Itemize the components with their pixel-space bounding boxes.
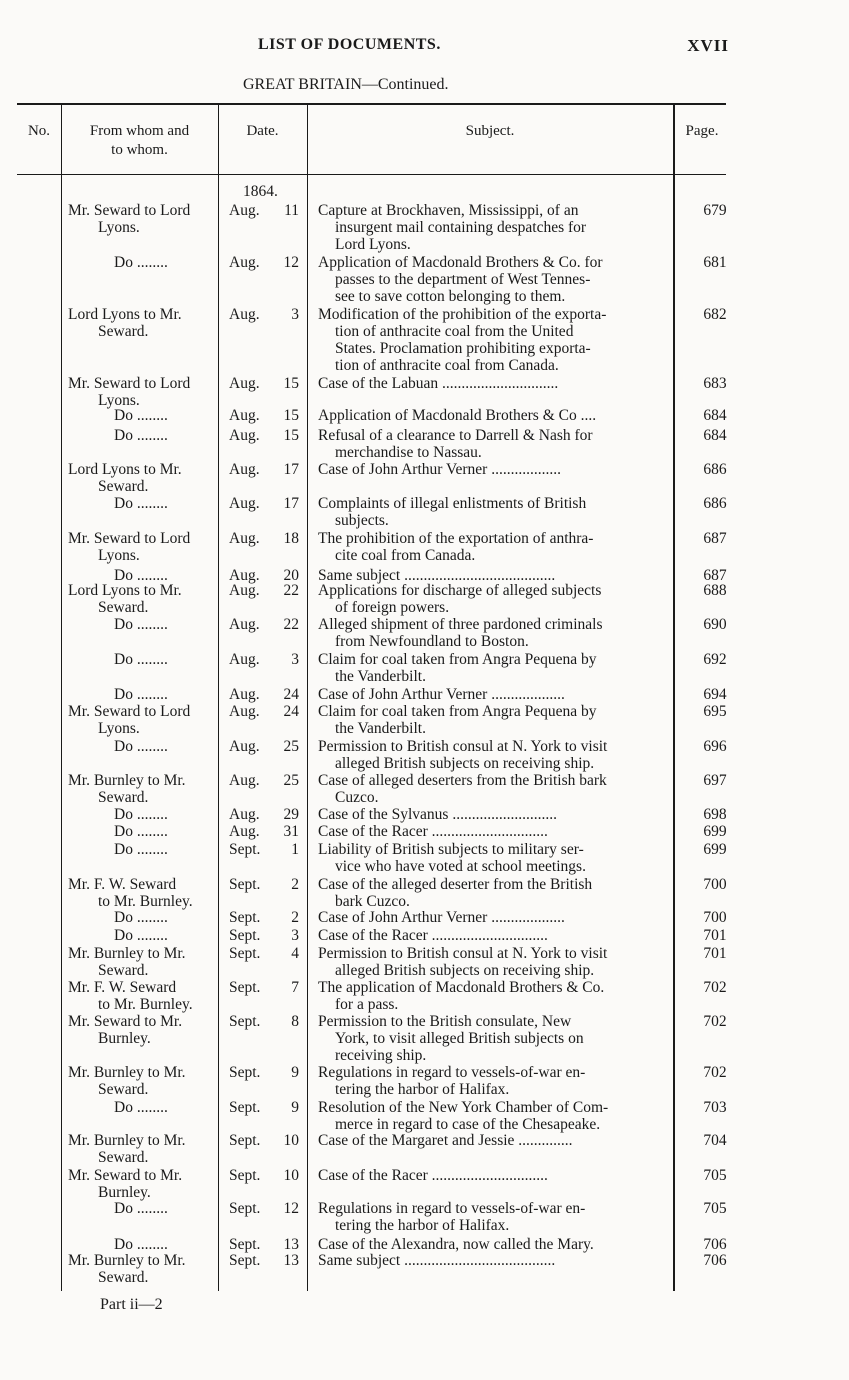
subject-line: from Newfoundland to Boston. (335, 633, 529, 650)
subject-line: Alleged shipment of three pardoned criminals (318, 616, 603, 633)
signature-mark: Part ii—2 (100, 1296, 163, 1313)
from-ditto: Do ........ (114, 841, 168, 858)
page-number: 681 (703, 254, 727, 271)
subject-line: for a pass. (335, 996, 399, 1013)
subject-line: Applications for discharge of alleged subjects (318, 582, 602, 599)
from-to-cell (68, 306, 216, 340)
date-month: Aug. (229, 738, 260, 755)
page-number: 703 (703, 1099, 727, 1116)
page-number: 682 (703, 306, 727, 323)
date-day: 29 (283, 806, 299, 823)
from-line2: Seward. (98, 1081, 149, 1098)
from-ditto: Do ........ (114, 254, 168, 271)
page-number: 700 (703, 876, 727, 893)
date-month: Sept. (229, 876, 261, 893)
subject-cell (318, 1200, 668, 1234)
subject-cell (318, 1167, 668, 1184)
from-to-cell (68, 876, 216, 910)
subject-line: the Vanderbilt. (335, 668, 426, 685)
subject-line: passes to the department of West Tennes- (335, 271, 591, 288)
section-subtitle: GREAT BRITAIN—Continued. (243, 76, 449, 93)
from-ditto: Do ........ (114, 1200, 168, 1217)
header-bottom-rule (17, 174, 726, 175)
subject-line: Modification of the prohibition of the exporta- (318, 306, 607, 323)
subject-line: Capture at Brockhaven, Mississippi, of an (318, 202, 579, 219)
subject-cell (318, 1099, 668, 1133)
from-line1: Lord Lyons to Mr. (68, 461, 182, 478)
subject-line: Case of John Arthur Verner .................. (318, 461, 561, 478)
subject-cell (318, 530, 668, 564)
subject-line: cite coal from Canada. (335, 547, 476, 564)
from-to-cell (68, 772, 216, 806)
from-line2: Seward. (98, 599, 149, 616)
date-month: Sept. (229, 1200, 261, 1217)
page-number: 679 (703, 202, 727, 219)
date-day: 13 (283, 1252, 299, 1269)
page-number: 701 (703, 945, 727, 962)
page-number: 705 (703, 1167, 727, 1184)
from-line2: Lyons. (98, 219, 140, 236)
col-header-from-line1: From whom and (89, 123, 190, 139)
page-number: 702 (703, 1013, 727, 1030)
col-header-date: Date. (246, 123, 279, 139)
date-month: Aug. (229, 806, 260, 823)
from-line2: Seward. (98, 323, 149, 340)
date-day: 20 (283, 567, 299, 584)
subject-line: Cuzco. (335, 789, 379, 806)
subject-line: tering the harbor of Halifax. (335, 1081, 510, 1098)
date-day: 7 (291, 979, 299, 996)
date-day: 3 (291, 927, 299, 944)
date-month: Sept. (229, 927, 261, 944)
from-ditto: Do ........ (114, 927, 168, 944)
date-month: Aug. (229, 407, 260, 424)
page-number: 692 (703, 651, 727, 668)
from-ditto: Do ........ (114, 567, 168, 584)
from-ditto: Do ........ (114, 823, 168, 840)
date-month: Sept. (229, 1064, 261, 1081)
subject-cell (318, 375, 668, 392)
col-header-from-line2: to whom. (111, 142, 168, 158)
subject-line: Case of the Racer .............................. (318, 823, 548, 840)
year-label: 1864. (243, 183, 278, 200)
date-month: Aug. (229, 703, 260, 720)
from-to-cell (68, 703, 216, 737)
subject-cell (318, 927, 668, 944)
date-day: 24 (283, 686, 299, 703)
subject-cell (318, 202, 668, 253)
date-month: Aug. (229, 495, 260, 512)
page-number: 704 (703, 1132, 727, 1149)
subject-line: bark Cuzco. (335, 893, 410, 910)
page-number: 706 (703, 1236, 727, 1253)
date-day: 11 (284, 202, 299, 219)
date-day: 10 (283, 1132, 299, 1149)
page-number: 695 (703, 703, 727, 720)
subject-cell (318, 738, 668, 772)
from-ditto: Do ........ (114, 1236, 168, 1253)
subject-cell (318, 495, 668, 529)
col-header-page: Page. (685, 123, 719, 139)
from-to-cell (68, 375, 216, 409)
date-day: 15 (283, 407, 299, 424)
subject-line: alleged British subjects on receiving ship. (335, 755, 595, 772)
from-to-cell (68, 979, 216, 1013)
from-ditto: Do ........ (114, 495, 168, 512)
date-day: 22 (283, 616, 299, 633)
page-title-text: LIST OF DOCUMENTS. (258, 36, 441, 53)
from-to-cell (68, 945, 216, 979)
subject-line: Case of the Sylvanus ........................... (318, 806, 557, 823)
from-to-cell (68, 461, 216, 495)
date-day: 2 (291, 876, 299, 893)
subject-cell (318, 686, 668, 703)
from-line1: Mr. Seward to Mr. (68, 1167, 183, 1184)
from-line1: Mr. Burnley to Mr. (68, 1132, 186, 1149)
date-day: 4 (291, 945, 299, 962)
date-month: Sept. (229, 979, 261, 996)
from-to-cell (68, 1167, 216, 1201)
subject-cell (318, 1064, 668, 1098)
from-line1: Mr. F. W. Seward (68, 979, 177, 996)
from-line1: Mr. F. W. Seward (68, 876, 177, 893)
page-number: 686 (703, 461, 727, 478)
subject-line: Regulations in regard to vessels-of-war en- (318, 1200, 586, 1217)
from-ditto: Do ........ (114, 909, 168, 926)
date-month: Aug. (229, 461, 260, 478)
page-number: 686 (703, 495, 727, 512)
date-month: Sept. (229, 945, 261, 962)
subject-line: Case of the Margaret and Jessie .............. (318, 1132, 573, 1149)
page-number: 683 (703, 375, 727, 392)
subject-line: Permission to the British consulate, New (318, 1013, 572, 1030)
date-day: 1 (291, 841, 299, 858)
subject-line: tion of anthracite coal from Canada. (335, 357, 559, 374)
subject-cell (318, 582, 668, 616)
from-ditto: Do ........ (114, 651, 168, 668)
subject-cell (318, 945, 668, 979)
from-to-cell (68, 1013, 216, 1047)
from-line2: Seward. (98, 478, 149, 495)
from-line2: Burnley. (98, 1184, 151, 1201)
subject-line: Resolution of the New York Chamber of Com- (318, 1099, 609, 1116)
subject-line: Complaints of illegal enlistments of British (318, 495, 587, 512)
date-day: 25 (283, 772, 299, 789)
subject-line: Permission to British consul at N. York to visit (318, 738, 608, 755)
subject-line: The prohibition of the exportation of anthra- (318, 530, 594, 547)
date-month: Sept. (229, 841, 261, 858)
subject-cell (318, 461, 668, 478)
from-to-cell (68, 1064, 216, 1098)
from-line1: Mr. Seward to Lord (68, 530, 191, 547)
subject-cell (318, 703, 668, 737)
page-number: 688 (703, 582, 727, 599)
subject-line: York, to visit alleged British subjects on (335, 1030, 584, 1047)
subject-line: receiving ship. (335, 1047, 427, 1064)
subject-cell (318, 616, 668, 650)
subject-line: Same subject ....................................... (318, 1252, 556, 1269)
date-day: 17 (283, 495, 299, 512)
from-ditto: Do ........ (114, 1099, 168, 1116)
subject-line: Same subject ....................................... (318, 567, 556, 584)
from-line2: Lyons. (98, 720, 140, 737)
from-line1: Mr. Burnley to Mr. (68, 772, 186, 789)
page-number: 694 (703, 686, 727, 703)
subject-line: Case of the alleged deserter from the British (318, 876, 593, 893)
date-day: 15 (283, 375, 299, 392)
date-month: Sept. (229, 1236, 261, 1253)
subject-line: Lord Lyons. (335, 236, 411, 253)
from-line1: Mr. Seward to Mr. (68, 1013, 183, 1030)
from-ditto: Do ........ (114, 407, 168, 424)
page-number: 690 (703, 616, 727, 633)
page-number: 702 (703, 1064, 727, 1081)
subject-line: Case of the Racer .............................. (318, 927, 548, 944)
date-day: 3 (291, 651, 299, 668)
column-divider (61, 104, 62, 1291)
date-month: Aug. (229, 202, 260, 219)
col-header-no: No. (27, 123, 51, 139)
page-number: 687 (703, 530, 727, 547)
date-month: Aug. (229, 616, 260, 633)
from-line2: to Mr. Burnley. (98, 996, 193, 1013)
date-day: 15 (283, 427, 299, 444)
page-number: 699 (703, 823, 727, 840)
subject-line: The application of Macdonald Brothers & Co. (318, 979, 605, 996)
page-number: 697 (703, 772, 727, 789)
subject-line: alleged British subjects on receiving ship. (335, 962, 595, 979)
from-ditto: Do ........ (114, 616, 168, 633)
date-month: Sept. (229, 1099, 261, 1116)
subject-line: Case of John Arthur Verner ................... (318, 909, 565, 926)
date-day: 2 (291, 909, 299, 926)
subject-line: merchandise to Nassau. (335, 444, 482, 461)
page-number: 684 (703, 427, 727, 444)
from-line2: Burnley. (98, 1030, 151, 1047)
from-to-cell (68, 202, 216, 236)
page-numeral: XVII (687, 36, 729, 55)
date-day: 10 (283, 1167, 299, 1184)
subject-cell (318, 876, 668, 910)
date-day: 8 (291, 1013, 299, 1030)
from-ditto: Do ........ (114, 427, 168, 444)
subject-line: Case of the Racer .............................. (318, 1167, 548, 1184)
subject-cell (318, 841, 668, 875)
column-divider (673, 104, 675, 1291)
from-to-cell (68, 1252, 216, 1286)
date-day: 3 (291, 306, 299, 323)
subject-line: Claim for coal taken from Angra Pequena by (318, 703, 597, 720)
date-month: Aug. (229, 651, 260, 668)
subject-line: Case of alleged deserters from the British bark (318, 772, 607, 789)
subject-line: Liability of British subjects to military ser- (318, 841, 584, 858)
from-line2: Seward. (98, 789, 149, 806)
subject-cell (318, 254, 668, 305)
date-day: 18 (283, 530, 299, 547)
date-day: 9 (291, 1064, 299, 1081)
subject-cell (318, 407, 668, 424)
subject-cell (318, 651, 668, 685)
date-day: 9 (291, 1099, 299, 1116)
page-number: 701 (703, 927, 727, 944)
date-month: Aug. (229, 686, 260, 703)
from-line1: Mr. Seward to Lord (68, 202, 191, 219)
page-number: 687 (703, 567, 727, 584)
date-month: Aug. (229, 772, 260, 789)
col-header-from (61, 122, 218, 160)
subject-line: see to save cotton belonging to them. (335, 288, 566, 305)
date-month: Aug. (229, 306, 260, 323)
from-line2: Seward. (98, 962, 149, 979)
date-day: 12 (283, 1200, 299, 1217)
from-line2: Seward. (98, 1149, 149, 1166)
subject-line: tion of anthracite coal from the United (335, 323, 574, 340)
subject-line: Claim for coal taken from Angra Pequena by (318, 651, 597, 668)
from-line1: Mr. Burnley to Mr. (68, 1064, 186, 1081)
page-number: 698 (703, 806, 727, 823)
date-month: Sept. (229, 1167, 261, 1184)
subject-line: insurgent mail containing despatches for (335, 219, 587, 236)
date-day: 25 (283, 738, 299, 755)
from-ditto: Do ........ (114, 806, 168, 823)
page-number: 706 (703, 1252, 727, 1269)
date-day: 17 (283, 461, 299, 478)
from-line2: Seward. (98, 1269, 149, 1286)
subject-line: merce in regard to case of the Chesapeake. (335, 1116, 601, 1133)
date-month: Aug. (229, 567, 260, 584)
subject-cell (318, 1236, 668, 1253)
subject-cell (318, 1013, 668, 1064)
subject-line: Permission to British consul at N. York to visit (318, 945, 608, 962)
date-month: Aug. (229, 254, 260, 271)
date-month: Aug. (229, 375, 260, 392)
subject-cell (318, 806, 668, 823)
date-day: 12 (283, 254, 299, 271)
from-line2: Lyons. (98, 547, 140, 564)
from-line1: Lord Lyons to Mr. (68, 582, 182, 599)
date-month: Aug. (229, 427, 260, 444)
subject-line: Case of the Labuan .............................. (318, 375, 559, 392)
subject-line: Case of John Arthur Verner ................... (318, 686, 565, 703)
from-to-cell (68, 582, 216, 616)
col-header-subject: Subject. (465, 123, 515, 139)
subject-cell (318, 909, 668, 926)
date-month: Sept. (229, 1132, 261, 1149)
page-number: 696 (703, 738, 727, 755)
subject-line: the Vanderbilt. (335, 720, 426, 737)
from-to-cell (68, 530, 216, 564)
subject-cell (318, 772, 668, 806)
subject-line: of foreign powers. (335, 599, 450, 616)
subject-line: Refusal of a clearance to Darrell & Nash for (318, 427, 593, 444)
page-number: 699 (703, 841, 727, 858)
from-line2: to Mr. Burnley. (98, 893, 193, 910)
from-line1: Mr. Burnley to Mr. (68, 1252, 186, 1269)
subject-line: subjects. (335, 512, 389, 529)
page-number: 684 (703, 407, 727, 424)
date-month: Aug. (229, 823, 260, 840)
date-month: Sept. (229, 1252, 261, 1269)
from-line1: Mr. Seward to Lord (68, 375, 191, 392)
subject-line: Regulations in regard to vessels-of-war en- (318, 1064, 586, 1081)
subject-line: tering the harbor of Halifax. (335, 1217, 510, 1234)
column-divider (218, 104, 219, 1291)
date-month: Aug. (229, 530, 260, 547)
page-number: 702 (703, 979, 727, 996)
subject-cell (318, 1252, 668, 1269)
date-day: 24 (283, 703, 299, 720)
subject-cell (318, 979, 668, 1013)
subject-cell (318, 306, 668, 374)
subject-line: Application of Macdonald Brothers & Co .... (318, 407, 597, 424)
date-day: 22 (283, 582, 299, 599)
from-line1: Mr. Seward to Lord (68, 703, 191, 720)
from-line1: Mr. Burnley to Mr. (68, 945, 186, 962)
column-divider (307, 104, 308, 1291)
subject-line: States. Proclamation prohibiting exporta- (335, 340, 591, 357)
page-number: 700 (703, 909, 727, 926)
date-day: 13 (283, 1236, 299, 1253)
date-month: Sept. (229, 1013, 261, 1030)
subject-cell (318, 823, 668, 840)
subject-line: Application of Macdonald Brothers & Co. for (318, 254, 603, 271)
from-ditto: Do ........ (114, 686, 168, 703)
from-line1: Lord Lyons to Mr. (68, 306, 182, 323)
from-ditto: Do ........ (114, 738, 168, 755)
table-top-rule (17, 103, 726, 105)
date-day: 31 (283, 823, 299, 840)
date-month: Sept. (229, 909, 261, 926)
subject-cell (318, 1132, 668, 1149)
subject-cell (318, 427, 668, 461)
subject-line: Case of the Alexandra, now called the Mary. (318, 1236, 594, 1253)
date-month: Aug. (229, 582, 260, 599)
from-to-cell (68, 1132, 216, 1166)
from-line2: Lyons. (98, 392, 140, 409)
page-number: 705 (703, 1200, 727, 1217)
subject-line: vice who have voted at school meetings. (335, 858, 586, 875)
